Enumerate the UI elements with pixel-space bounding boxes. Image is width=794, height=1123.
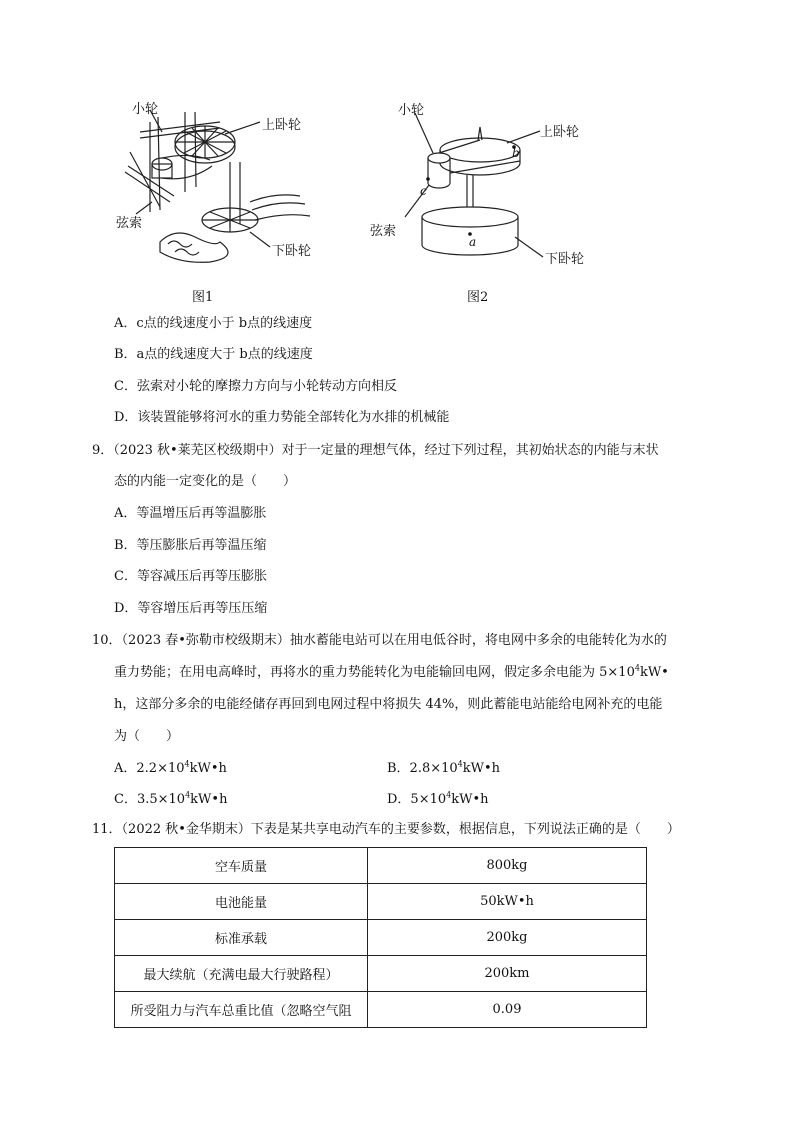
fig2-label-small-wheel: 小轮 [398, 103, 425, 118]
fig2-label-string: 弦索 [370, 224, 397, 239]
q9-option-d: D．等容增压后再等压压缩 [114, 601, 268, 616]
q8-option-b: B．a点的线速度大于 b点的线速度 [114, 347, 313, 362]
q10-option-c-value: C．3.5×10 [114, 792, 186, 807]
q9-option-b: B．等压膨胀后再等温压缩 [114, 538, 267, 553]
q10-option-a-unit: kW•h [189, 761, 227, 776]
q10-option-c-unit: kW•h [190, 792, 228, 807]
q10-option-b [387, 759, 500, 779]
q10-stem-line-2 [114, 663, 669, 683]
table-row [115, 848, 647, 884]
q10-option-b-unit: kW•h [462, 761, 501, 776]
table-row [115, 884, 647, 920]
water-wheel-schematic-diagram [395, 95, 625, 275]
fig2-label-lower-wheel: 下卧轮 [545, 252, 585, 267]
q10-stem-line-1: 10．（2023 春•弥勒市校级期末）抽水蓄能电站可以在用电低谷时，将电网中多余的电能转化为水的 [92, 633, 667, 648]
vehicle-parameter-table [114, 847, 647, 1028]
fig1-label-upper-wheel: 上卧轮 [262, 118, 302, 133]
q9-stem-line-1: 9．（2023 秋•莱芜区校级期中）对于一定量的理想气体，经过下列过程，其初始状态的内能与末状 [92, 443, 659, 458]
table-row [115, 920, 647, 956]
q11-stem: 11．（2022 秋•金华期末）下表是某共享电动汽车的主要参数，根据信息，下列说法正确的是（ ） [92, 822, 680, 837]
fig1-label-small-wheel: 小轮 [132, 102, 159, 117]
table-row [115, 992, 647, 1028]
q9-option-c: C．等容减压后再等压膨胀 [114, 569, 267, 584]
table-cell-value: 0.09 [368, 992, 647, 1028]
q10-option-d-unit: kW•h [451, 792, 489, 807]
table-cell-param: 标准承载 [115, 920, 368, 956]
q10-option-c [114, 790, 227, 810]
fig1-label-lower-wheel: 下卧轮 [272, 244, 312, 259]
fig2-label-upper-wheel: 上卧轮 [540, 125, 580, 140]
figure-2 [395, 95, 625, 275]
table-cell-value: 200kg [368, 920, 647, 956]
q10-option-a-exponent: 4 [184, 759, 190, 769]
q8-option-d: D．该装置能够将河水的重力势能全部转化为水排的机械能 [114, 410, 450, 425]
q10-option-d [387, 790, 489, 810]
table-cell-value: 800kg [368, 848, 647, 884]
fig1-caption: 图1 [192, 290, 214, 305]
fig2-point-b-label: b [512, 146, 520, 160]
q10-option-b-exponent: 4 [457, 759, 463, 769]
q10-option-c-exponent: 4 [185, 790, 191, 800]
table-cell-value: 200km [368, 956, 647, 992]
fig2-caption: 图2 [467, 290, 489, 305]
fig2-point-c-label: c [420, 184, 427, 198]
q10-stem-line-2-text: 重力势能；在用电高峰时，再将水的重力势能转化为电能输回电网，假定多余电能为 5×10 [114, 665, 635, 680]
q10-option-d-exponent: 4 [446, 790, 452, 800]
table-cell-param: 空车质量 [115, 848, 368, 884]
q9-option-a: A．等温增压后再等温膨胀 [114, 506, 267, 521]
table-cell-param: 所受阻力与汽车总重比值（忽略空气阻 [115, 992, 368, 1028]
q10-stem-line-3: h，这部分多余的电能经储存再回到电网过程中将损失 44%，则此蓄能电站能给电网补充的电能 [114, 697, 663, 712]
q8-option-a: A．c点的线速度小于 b点的线速度 [114, 316, 313, 331]
table-cell-value: 50kW•h [368, 884, 647, 920]
table-cell-param: 最大续航（充满电最大行驶路程） [115, 956, 368, 992]
q8-option-c: C．弦索对小轮的摩擦力方向与小轮转动方向相反 [114, 379, 397, 394]
point-c-marker [426, 177, 430, 181]
q10-option-a-value: A．2.2×10 [114, 761, 185, 776]
q10-option-b-value: B．2.8×10 [387, 761, 458, 776]
q9-stem-line-2: 态的内能一定变化的是（ ） [114, 474, 297, 489]
q10-option-a [114, 759, 227, 779]
fig1-label-string: 弦索 [116, 216, 143, 231]
q10-stem-exponent: 4 [634, 663, 640, 673]
q10-stem-line-4: 为（ ） [114, 729, 180, 744]
table-row [115, 956, 647, 992]
table-cell-param: 电池能量 [115, 884, 368, 920]
q10-stem-line-2-unit: kW• [639, 665, 669, 680]
fig2-point-a-label: a [469, 235, 477, 249]
q10-option-d-value: D．5×10 [387, 792, 447, 807]
